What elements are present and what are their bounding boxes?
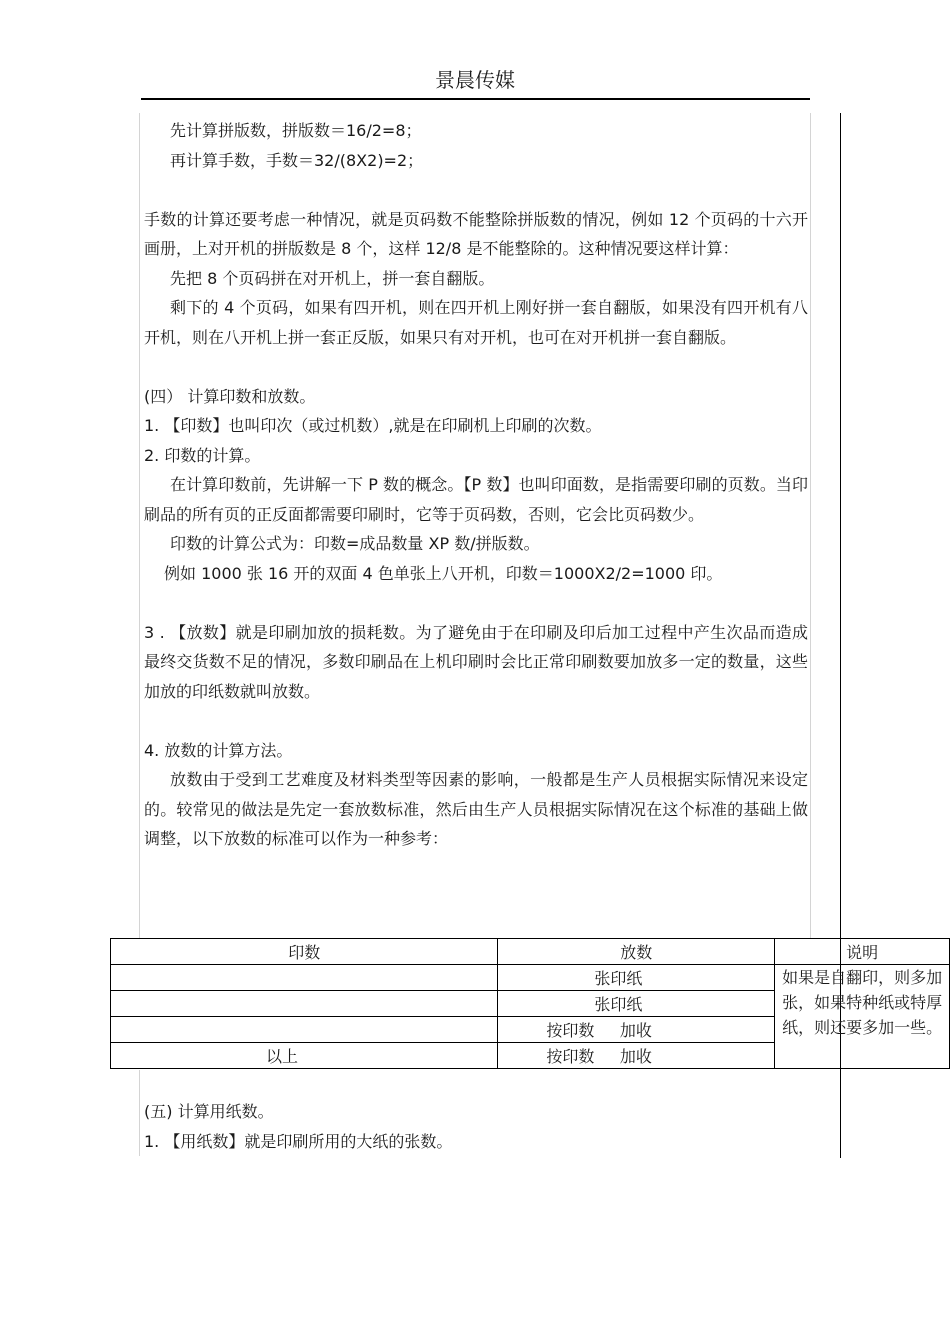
table-header-cell: 印数 — [111, 939, 498, 965]
paragraph: 剩下的 4 个页码，如果有四开机，则在四开机上刚好拼一套自翻版，如果没有四开机有八开机，则在八开机上拼一套正反版，如果只有对开机，也可在对开机拼一套自翻版。 — [144, 298, 808, 347]
table-header-cell: 放数 — [498, 939, 775, 965]
header-rule — [141, 98, 810, 100]
table-cell — [111, 1017, 498, 1043]
table-cell: 以上 — [111, 1043, 498, 1069]
paragraph: 印数的计算公式为：印数=成品数量 XP 数/拼版数。 — [170, 534, 540, 553]
document-body — [144, 116, 808, 854]
spacer — [144, 706, 808, 736]
paragraph: 再计算手数，手数＝32/(8X2)=2； — [170, 150, 424, 170]
frame-line-right-inner — [810, 113, 811, 938]
list-item: 2. 印数的计算。 — [144, 445, 261, 465]
table-cell: 按印数 加收 — [498, 1017, 775, 1043]
paragraph: 放数由于受到工艺难度及材料类型等因素的影响，一般都是生产人员根据实际情况来设定的。较常见的做法是先定一套放数标准，然后由生产人员根据实际情况在这个标准的基础上做调整，以下放数的标准可以作为一种参考： — [144, 770, 808, 848]
paragraph: 先把 8 个页码拼在对开机上，拼一套自翻版。 — [170, 268, 495, 288]
table-cell — [111, 991, 498, 1017]
table-cell: 张印纸 — [498, 991, 775, 1017]
overrun-standard-table — [110, 938, 950, 1069]
frame-line-left — [139, 113, 140, 938]
table-cell — [111, 965, 498, 991]
list-item: 3 . 【放数】就是印刷加放的损耗数。为了避免由于在印刷及印后加工过程中产生次品而造成最终交货数不足的情况，多数印刷品在上机印刷时会比正常印刷数要加放多一定的数量，这些加放的印纸数就叫放数。 — [144, 622, 808, 701]
spacer — [144, 352, 808, 382]
page-header-title: 景晨传媒 — [435, 68, 515, 92]
section-heading: (四） 计算印数和放数。 — [144, 386, 316, 406]
table-header-cell: 说明 — [775, 939, 950, 965]
table-header-row — [111, 939, 950, 965]
list-item: 4. 放数的计算方法。 — [144, 740, 293, 760]
list-item: 1. 【用纸数】就是印刷所用的大纸的张数。 — [144, 1132, 453, 1151]
spacer — [144, 588, 808, 618]
table-note-cell: 如果是自翻印，则多加张，如果特种纸或特厚纸，则还要多加一些。 — [775, 965, 950, 1069]
document-body-continued — [144, 1097, 808, 1157]
table-row — [111, 965, 950, 991]
paragraph: 例如 1000 张 16 开的双面 4 色单张上八开机，印数＝1000X2/2=1000 印。 — [164, 563, 723, 583]
paragraph: 在计算印数前，先讲解一下 P 数的概念。【P 数】也叫印面数，是指需要印刷的页数。当印刷品的所有页的正反面都需要印刷时，它等于页码数，否则，它会比页码数少。 — [144, 475, 808, 524]
table-cell: 按印数 加收 — [498, 1043, 775, 1069]
table-cell: 张印纸 — [498, 965, 775, 991]
spacer — [144, 175, 808, 205]
paragraph: 手数的计算还要考虑一种情况，就是页码数不能整除拼版数的情况，例如 12 个页码的十六开画册，上对开机的拼版数是 8 个，这样 12/8 是不能整除的。这种情况要这样计算： — [144, 209, 808, 258]
list-item: 1. 【印数】也叫印次（或过机数）,就是在印刷机上印刷的次数。 — [144, 416, 602, 435]
frame-line-left-lower — [139, 1070, 140, 1156]
section-heading: (五) 计算用纸数。 — [144, 1102, 274, 1121]
paragraph: 先计算拼版数，拼版数＝16/2=8； — [170, 121, 422, 140]
